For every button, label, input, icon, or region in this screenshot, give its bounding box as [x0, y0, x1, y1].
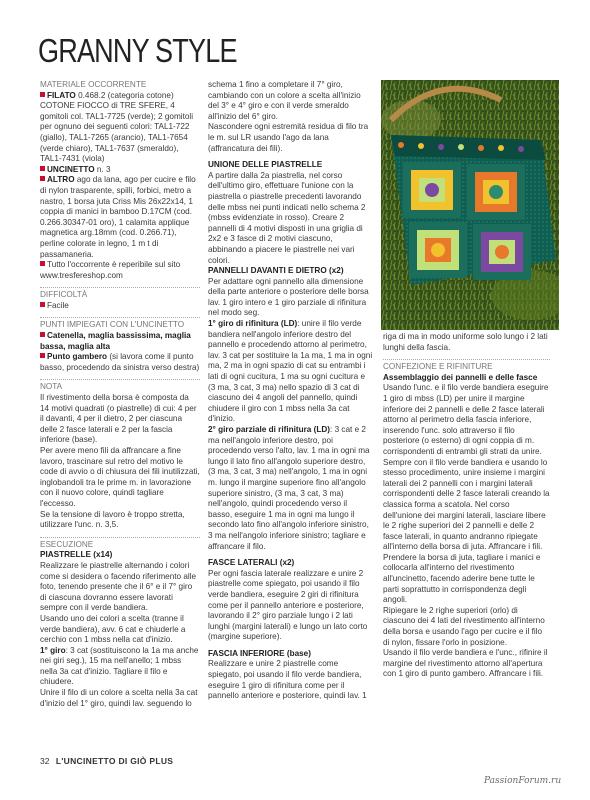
column-1 — [40, 80, 200, 709]
section-heading-esecuzione: ESECUZIONE — [40, 537, 200, 551]
granny-square-4 — [473, 224, 531, 280]
gambero-label: Punto gambero — [47, 352, 108, 362]
reperibile-text: Tutto l'occorrente è reperibile sul sito www.tresfereshop.com — [40, 260, 181, 280]
stitches-list: Catenella, maglia bassissima, maglia bassa, maglia alta — [40, 331, 191, 351]
giro1-rifinitura-text: : unire il filo verde bandiera nell'angolo inferiore destro del pannello e procedendo attorno al perimetro, lav. 3 cat per sostituire la 1a ma, 1 ma in ogni ma, 2 ma in ogni spazio di cat su entrambi i lati di ogni cucitura, 1 ma su ogni cucitura e (3 ma, 3 cat, 3 ma) nello spazio di 3 cat di ciascuno dei 4 angoli del pannello, quindi chiudere il giro con 1 mbss nella 3a cat d'inizio. — [208, 319, 373, 424]
bullet-square-icon — [40, 92, 45, 97]
fasce-title: FASCE LATERALI (x2) — [208, 558, 295, 568]
assemblaggio-paragraph-3: Prendere la borsa di juta, tagliare i manici e collocarla all'interno del rivestimento all'uncinetto, facendo aderire bene tutte le parti soprattutto in corrispondenza degli angoli. — [383, 552, 541, 605]
assemblaggio-paragraph-4: Ripiegare le 2 righe superiori (orlo) di ciascuno dei 4 lati del rivestimento all'interno della borsa e usando l'ago per cucire e il filo di nylon, fissare l'orlo in posizione. — [383, 605, 545, 647]
section-heading-confezione: CONFEZIONE E RIFINITURE — [383, 359, 550, 373]
page-title: GRANNY STYLE — [38, 32, 237, 69]
altro-paragraph — [40, 175, 200, 260]
column-3 — [383, 332, 550, 680]
difficulty-value: Facile — [47, 300, 69, 310]
watermark: PassionForum.ru — [484, 776, 562, 786]
giro1-rifinitura-label: 1° giro di rifinitura (LD) — [208, 319, 298, 329]
page-number: 32 — [40, 756, 50, 766]
piastrelle-title: PIASTRELLE (x14) — [40, 550, 113, 560]
assemblaggio-title: Assemblaggio dei pannelli e delle fasce — [383, 372, 538, 382]
assemblaggio-paragraph-5: Usando il filo verde bandiera e l'unc., rifinire il margine del rivestimento attorno all'apertura con 1 giro di punto gambero. Affrancare i fili. — [383, 648, 548, 679]
magazine-name: L'UNCINETTO DI GIÒ PLUS — [55, 756, 174, 766]
bullet-square-icon — [40, 302, 45, 307]
pannelli-title: PANNELLI DAVANTI E DIETRO (x2) — [208, 266, 344, 276]
fasce-paragraph: Per ogni fascia laterale realizzare e unire 2 piastrelle come spiegato, poi usando il filo verde bandiera, eseguire 2 giri di rifinitura come per il pannello anteriore e posteriore, lavorando il 2° giro parziale lungo i 2 lati lunghi (margini laterali) e lungo un lato corto (margine superiore). — [208, 568, 368, 642]
piastrelle-paragraph-2: Usando uno dei colori a scelta (tranne il verde bandiera), avv. 6 cat e chiuderle a cerchio con 1 mbss nella cat d'inizio. — [40, 613, 186, 645]
base-paragraph: Realizzare e unire 2 piastrelle come spiegato, poi usando il filo verde bandiera, eseguire 1 giro di rifinitura come per il pannello anteriore e posteriore, quindi lav. 1 — [208, 659, 367, 701]
giro1-continuation: Unire il filo di un colore a scelta nella 3a cat d'inizio del 1° giro, quindi lav. seguendo lo — [40, 688, 198, 708]
assemblaggio-paragraph-1: Usando l'unc. e il filo verde bandiera eseguire 1 giro di mbss (LD) per unire il margine inferiore dei 2 pannelli e delle 2 fasce laterali attorno al perimetro della fascia inferiore, inserendo l'unc. solo attraverso il filo posteriore (o esterno) di ogni coppia di m. corrispondenti di entrambi gli strati da unire. — [383, 383, 549, 456]
reperibile-paragraph — [40, 260, 200, 281]
giro1-paragraph — [40, 646, 200, 688]
page-footer — [40, 756, 173, 766]
crochet-bag-illustration — [381, 80, 559, 330]
bullet-square-icon — [40, 166, 45, 171]
bullet-square-icon — [40, 332, 45, 337]
uncinetto-paragraph — [40, 165, 200, 176]
nota-paragraph-3: Se la tensione di lavoro è troppo stretta, utilizzare l'unc. n. 3,5. — [40, 509, 185, 530]
bullet-square-icon — [40, 261, 45, 266]
nota-paragraph-2: Per avere meno fili da affrancare a fine lavoro, trascinare sul retro del motivo le code di avvio o di chiusura dei fili inutilizzati, inglobandoli tra le prime m. in lavorazione con il nuovo colore, quindi tagliare l'eccesso. — [40, 446, 200, 508]
giro2-rifinitura-paragraph — [208, 425, 373, 552]
uncinetto-text: n. 3 — [94, 164, 111, 174]
giro2-rifinitura-text: : 3 cat e 2 ma nell'angolo inferiore destro, poi procedendo verso l'alto, lav. 1 ma in ogni ma lungo il lato fino all'angolo superiore destro, (3 ma, 3 cat, 3 ma) nell'angolo, 1 ma in ogni m. lungo il margine superiore fino all'angolo superiore sinistro, (3 ma, 3 cat, 3 ma) nell'angolo, quindi procedendo verso il basso, eseguire 1 ma in ogni ma lungo il secondo lato fino all'angolo inferiore sinistro, 3 ma nell'angolo inferiore sinistro; tagliare e affrancare il filo. — [208, 425, 370, 551]
bullet-square-icon — [40, 176, 45, 181]
giro1-rifinitura-paragraph — [208, 319, 373, 425]
unione-paragraph: A partire dalla 2a piastrella, nel corso dell'ultimo giro, effettuare l'unione con la piastrella o piastrelle precedenti lavorando delle mbss nei punti indicati nello schema 2 (mbss evidenziate in rosso). Creare 2 pannelli di 4 motivi disposti in una griglia di 2x2 e 3 fasce di 2 motivi ciascuno, abbinando a piacere le piastrelle nei vari colori. — [208, 170, 366, 265]
giro1-label: 1° giro — [40, 645, 66, 655]
uncinetto-label: UNCINETTO — [47, 164, 95, 174]
filato-text: 0.468.2 (categoria cotone) COTONE FIOCCO di TRE SFERE, 4 gomitoli col. TAL1-7725 (verde); 2 gomitoli per ognuno dei seguenti colori: TAL1-722 (giallo), TAL1-7265 (arancio), TAL1-7654 (verde chiaro), TAL1-7637 (smeraldo), TAL1-7431 (viola) — [40, 90, 194, 164]
section-heading-materials: MATERIALE OCCORRENTE — [40, 80, 147, 89]
giro1-text: : 3 cat (sostituiscono la 1a ma anche nei giri seg.), 15 ma nell'anello; 1 mbss nella 3a cat d'inizio. Tagliare il filo e chiudere. — [40, 645, 199, 687]
altro-text: ago da lana, ago per cucire e filo di nylon trasparente, spilli, forbici, metro a nastro, 1 borsa juta Criss Mis 26x22x14, 1 coppia di manici in bamboo D.17CM (cod. 0.266.30347-01 oro), 1 calamita applique magnetica arg.18mm (cod. 0.266.71), perline colorate in legno, 1 m t di passamaneria. — [40, 175, 196, 259]
gambero-text: (si lavora come il punto basso, procedendo da sinistra verso destra) — [40, 352, 200, 372]
schema-paragraph-2: Nascondere ogni estremità residua di filo tra le m. sul LR usando l'ago da lana (affrancatura dei fili). — [208, 122, 369, 153]
bullet-square-icon — [40, 353, 45, 358]
base-title: FASCIA INFERIORE (base) — [208, 648, 311, 658]
granny-square-3 — [409, 222, 467, 278]
granny-square-1 — [403, 162, 461, 218]
altro-label: ALTRO — [47, 175, 75, 185]
assemblaggio-paragraph-2: Sempre con il filo verde bandiera e usando lo stesso procedimento, unire insieme i margini laterali dei 2 pannelli con i margini laterali corrispondenti delle 2 fasce laterali creando la classica forma a scatola. Nel corso dell'unione dei margini laterali, lasciare libere le 2 righe superiori dei 2 pannelli e delle 2 fasce laterali, in quanto andranno ripiegate all'interno della borsa di juta. Affrancare i fili. — [383, 457, 550, 552]
piastrelle-paragraph-1: Realizzare le piastrelle alternando i colori come si desidera o facendo riferimento alle foto, tenendo presente che il 6° e il 7° giro di ciascuna dovranno essere lavorati sempre con il verde bandiera. — [40, 560, 197, 613]
unione-title: UNIONE DELLE PIASTRELLE — [208, 160, 323, 170]
pannelli-paragraph: Per adattare ogni pannello alla dimensione della parte anteriore o posteriore delle borsa lav. 1 giro intero e 1 giro parziale di rifinitura nel modo seg. — [208, 276, 369, 318]
stitches-paragraph — [40, 331, 200, 352]
nota-paragraph-1: Il rivestimento della borsa è composta da 14 motivi quadrati (o piastrelle) di cui: 4 per il davanti, 4 per il dietro, 2 per ciascuna delle 2 fasce laterali e 2 per la fascia inferiore (base). — [40, 393, 197, 445]
bag-photo — [381, 80, 559, 330]
section-heading-stitches: PUNTI IMPIEGATI CON L'UNCINETTO — [40, 317, 200, 331]
granny-square-2 — [467, 164, 525, 220]
gambero-paragraph — [40, 352, 200, 373]
schema-paragraph-1: schema 1 fino a completare il 7° giro, cambiando con un colore a scelta all'inizio del 3° e 4° giro e con il verde smeraldo all'inizio del 6° giro. — [208, 80, 361, 121]
section-heading-nota: NOTA — [40, 379, 200, 393]
base-continuation: riga di ma in modo uniforme solo lungo i 2 lati lunghi della fascia. — [383, 332, 548, 352]
filato-paragraph — [40, 91, 200, 165]
section-heading-difficulty: DIFFICOLTÀ — [40, 287, 200, 301]
difficulty-paragraph — [40, 301, 200, 312]
giro2-rifinitura-label: 2° giro parziale di rifinitura (LD) — [208, 425, 331, 434]
filato-label: FILATO — [47, 90, 76, 100]
column-2 — [208, 80, 373, 702]
